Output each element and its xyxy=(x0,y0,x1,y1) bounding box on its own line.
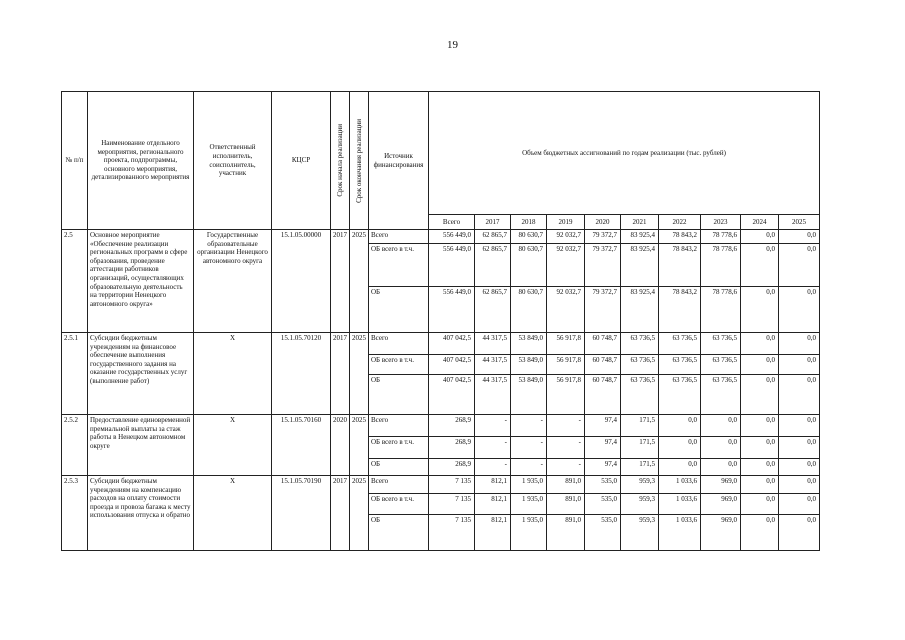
amount-cell: 63 736,5 xyxy=(659,355,701,375)
amount-cell: 0,0 xyxy=(741,494,779,515)
amount-cell: 80 630,7 xyxy=(511,287,547,333)
amount-cell: 53 849,0 xyxy=(511,375,547,415)
amount-cell: 63 736,5 xyxy=(701,355,741,375)
amount-cell: 63 736,5 xyxy=(659,375,701,415)
amount-cell: 0,0 xyxy=(741,287,779,333)
item-name: Субсидии бюджетным учреждениям на финансовое обеспечение выполнения государственного задания на оказание государственных услуг (выполнение работ) xyxy=(88,333,194,415)
amount-cell: - xyxy=(511,437,547,459)
page-number: 19 xyxy=(447,39,458,51)
amount-cell: 535,0 xyxy=(585,476,621,494)
amount-cell: 535,0 xyxy=(585,494,621,515)
budget-table xyxy=(61,91,820,551)
item-number: 2.5.2 xyxy=(62,415,88,476)
amount-cell: 1 935,0 xyxy=(511,494,547,515)
item-start-year: 2017 xyxy=(331,333,350,415)
amount-cell: 53 849,0 xyxy=(511,355,547,375)
item-end-year: 2025 xyxy=(350,333,369,415)
item-number: 2.5.1 xyxy=(62,333,88,415)
year-header: 2025 xyxy=(779,215,820,230)
item-name: Основное мероприятие «Обеспечение реализации региональных программ в сфере образования, проведение аттестации работников организаций, осуществляющих образовательную деятельность на территории Ненецкого автономного округа» xyxy=(88,230,194,333)
amount-cell: - xyxy=(511,415,547,437)
amount-cell: 1 935,0 xyxy=(511,476,547,494)
item-responsible: Х xyxy=(194,476,272,551)
amount-cell: 891,0 xyxy=(547,476,585,494)
amount-cell: 44 317,5 xyxy=(475,333,511,355)
col-responsible-header: Ответственный исполнитель, соисполнитель, участник xyxy=(194,92,272,230)
item-number: 2.5.3 xyxy=(62,476,88,551)
amount-cell: 1 033,6 xyxy=(659,476,701,494)
table-row xyxy=(62,333,820,355)
item-name: Предоставление единовременной премиальной выплаты за стаж работы в Ненецком автономном округе xyxy=(88,415,194,476)
item-end-year: 2025 xyxy=(350,476,369,551)
amount-cell: 959,3 xyxy=(621,476,659,494)
amount-cell: 268,9 xyxy=(429,459,475,476)
amount-cell: 80 630,7 xyxy=(511,244,547,287)
amount-cell: 171,5 xyxy=(621,415,659,437)
amount-cell: 78 778,6 xyxy=(701,230,741,244)
item-kcsr: 15.1.05.70120 xyxy=(272,333,331,415)
item-kcsr: 15.1.05.70190 xyxy=(272,476,331,551)
col-num-header: № п/п xyxy=(62,92,88,230)
year-header: 2018 xyxy=(511,215,547,230)
amount-cell: 0,0 xyxy=(741,459,779,476)
item-name: Субсидии бюджетным учреждениям на компенсацию расходов на оплату стоимости проезда и провоза багажа к месту использования отпуска и обратно xyxy=(88,476,194,551)
item-end-year: 2025 xyxy=(350,230,369,333)
amount-cell: 0,0 xyxy=(741,230,779,244)
item-responsible: Х xyxy=(194,333,272,415)
funding-source: ОБ xyxy=(369,375,429,415)
amount-cell: 78 778,6 xyxy=(701,287,741,333)
amount-cell: 0,0 xyxy=(779,287,820,333)
item-kcsr: 15.1.05.70160 xyxy=(272,415,331,476)
amount-cell: - xyxy=(475,415,511,437)
amount-cell: 0,0 xyxy=(779,375,820,415)
amount-cell: 969,0 xyxy=(701,515,741,551)
item-start-year: 2017 xyxy=(331,476,350,551)
amount-cell: - xyxy=(547,437,585,459)
amount-cell: 60 748,7 xyxy=(585,333,621,355)
year-header: 2021 xyxy=(621,215,659,230)
amount-cell: 0,0 xyxy=(659,459,701,476)
amount-cell: 0,0 xyxy=(779,437,820,459)
amount-cell: 83 925,4 xyxy=(621,230,659,244)
col-start-label: Срок начала реализации xyxy=(335,124,344,197)
amount-cell: 60 748,7 xyxy=(585,375,621,415)
amount-cell: 891,0 xyxy=(547,494,585,515)
amount-cell: 97,4 xyxy=(585,459,621,476)
amount-cell: 0,0 xyxy=(779,476,820,494)
amount-cell: 44 317,5 xyxy=(475,375,511,415)
funding-source: ОБ всего в т.ч. xyxy=(369,494,429,515)
col-start-header xyxy=(331,92,350,230)
amount-cell: 92 032,7 xyxy=(547,287,585,333)
item-responsible: Государственные образовательные организации Ненецкого автономного округа xyxy=(194,230,272,333)
amount-cell: 0,0 xyxy=(741,355,779,375)
amount-cell: 63 736,5 xyxy=(701,375,741,415)
col-source-header: Источник финансирования xyxy=(369,92,429,230)
funding-source: Всего xyxy=(369,333,429,355)
amount-cell: 83 925,4 xyxy=(621,244,659,287)
amount-cell: 0,0 xyxy=(779,230,820,244)
amount-cell: 62 865,7 xyxy=(475,230,511,244)
year-header: 2019 xyxy=(547,215,585,230)
funding-source: ОБ всего в т.ч. xyxy=(369,355,429,375)
amount-cell: - xyxy=(475,459,511,476)
amount-cell: 83 925,4 xyxy=(621,287,659,333)
amount-cell: 0,0 xyxy=(779,355,820,375)
amount-cell: 171,5 xyxy=(621,459,659,476)
col-end-header xyxy=(350,92,369,230)
amount-cell: 0,0 xyxy=(741,476,779,494)
year-header: 2020 xyxy=(585,215,621,230)
amount-cell: 407 042,5 xyxy=(429,355,475,375)
amount-cell: 63 736,5 xyxy=(659,333,701,355)
amount-cell: 556 449,0 xyxy=(429,287,475,333)
item-end-year: 2025 xyxy=(350,415,369,476)
amount-cell: 969,0 xyxy=(701,476,741,494)
amount-cell: - xyxy=(547,459,585,476)
amount-cell: 79 372,7 xyxy=(585,287,621,333)
amount-cell: 0,0 xyxy=(701,437,741,459)
year-header: 2017 xyxy=(475,215,511,230)
col-kcsr-header: КЦСР xyxy=(272,92,331,230)
amount-cell: 812,1 xyxy=(475,515,511,551)
amount-cell: 1 935,0 xyxy=(511,515,547,551)
amount-cell: 969,0 xyxy=(701,494,741,515)
amount-cell: 0,0 xyxy=(741,515,779,551)
amount-cell: 92 032,7 xyxy=(547,230,585,244)
year-header: Всего xyxy=(429,215,475,230)
amount-cell: 78 843,2 xyxy=(659,244,701,287)
amount-cell: 62 865,7 xyxy=(475,287,511,333)
amount-cell: 63 736,5 xyxy=(621,375,659,415)
amount-cell: 407 042,5 xyxy=(429,333,475,355)
item-responsible: Х xyxy=(194,415,272,476)
funding-source: ОБ всего в т.ч. xyxy=(369,244,429,287)
amount-cell: 0,0 xyxy=(779,244,820,287)
year-header: 2024 xyxy=(741,215,779,230)
amount-cell: 78 843,2 xyxy=(659,287,701,333)
amount-cell: 56 917,8 xyxy=(547,355,585,375)
amount-cell: 92 032,7 xyxy=(547,244,585,287)
amount-cell: 0,0 xyxy=(741,415,779,437)
amount-cell: 812,1 xyxy=(475,494,511,515)
funding-source: ОБ xyxy=(369,459,429,476)
col-name-header: Наименование отдельного мероприятия, регионального проекта, подпрограммы, основного мероприятия, детализированного мероприятия xyxy=(88,92,194,230)
amount-cell: 0,0 xyxy=(659,437,701,459)
amount-cell: 56 917,8 xyxy=(547,333,585,355)
amount-cell: 407 042,5 xyxy=(429,375,475,415)
amount-cell: 891,0 xyxy=(547,515,585,551)
amount-cell: 0,0 xyxy=(741,333,779,355)
amount-cell: 80 630,7 xyxy=(511,230,547,244)
table-row xyxy=(62,230,820,244)
amount-cell: 959,3 xyxy=(621,494,659,515)
amount-cell: 0,0 xyxy=(779,494,820,515)
amount-cell: 268,9 xyxy=(429,437,475,459)
funding-source: ОБ всего в т.ч. xyxy=(369,437,429,459)
amount-cell: 556 449,0 xyxy=(429,230,475,244)
amount-cell: 7 135 xyxy=(429,515,475,551)
amount-cell: 63 736,5 xyxy=(701,333,741,355)
amount-cell: 56 917,8 xyxy=(547,375,585,415)
amount-cell: 1 033,6 xyxy=(659,494,701,515)
amount-cell: 0,0 xyxy=(741,244,779,287)
amount-cell: 0,0 xyxy=(741,437,779,459)
amount-cell: 97,4 xyxy=(585,437,621,459)
amount-cell: 79 372,7 xyxy=(585,244,621,287)
amount-cell: 78 778,6 xyxy=(701,244,741,287)
table-row xyxy=(62,476,820,494)
amount-cell: 0,0 xyxy=(779,459,820,476)
amount-cell: 535,0 xyxy=(585,515,621,551)
amount-cell: 7 135 xyxy=(429,476,475,494)
table-row xyxy=(62,415,820,437)
item-start-year: 2017 xyxy=(331,230,350,333)
header-row xyxy=(62,92,820,215)
amount-cell: 0,0 xyxy=(701,459,741,476)
amount-cell: 0,0 xyxy=(779,415,820,437)
amount-cell: 268,9 xyxy=(429,415,475,437)
amount-cell: 79 372,7 xyxy=(585,230,621,244)
amount-cell: 0,0 xyxy=(779,515,820,551)
amount-cell: 0,0 xyxy=(659,415,701,437)
funding-source: ОБ xyxy=(369,287,429,333)
year-header: 2023 xyxy=(701,215,741,230)
amount-cell: 0,0 xyxy=(779,333,820,355)
amount-cell: - xyxy=(475,437,511,459)
amount-cell: 812,1 xyxy=(475,476,511,494)
amount-cell: 171,5 xyxy=(621,437,659,459)
amount-cell: 0,0 xyxy=(701,415,741,437)
funding-source: Всего xyxy=(369,415,429,437)
funding-source: Всего xyxy=(369,230,429,244)
amount-cell: 959,3 xyxy=(621,515,659,551)
item-start-year: 2020 xyxy=(331,415,350,476)
amount-cell: 97,4 xyxy=(585,415,621,437)
year-header: 2022 xyxy=(659,215,701,230)
amount-cell: 53 849,0 xyxy=(511,333,547,355)
amount-cell: 78 843,2 xyxy=(659,230,701,244)
amount-cell: 7 135 xyxy=(429,494,475,515)
amount-cell: 556 449,0 xyxy=(429,244,475,287)
amount-cell: 44 317,5 xyxy=(475,355,511,375)
amount-cell: 1 033,6 xyxy=(659,515,701,551)
funding-source: ОБ xyxy=(369,515,429,551)
amount-cell: - xyxy=(547,415,585,437)
amount-cell: 0,0 xyxy=(741,375,779,415)
volume-header: Объем бюджетных ассигнований по годам реализации (тыс. рублей) xyxy=(429,92,820,215)
amount-cell: 63 736,5 xyxy=(621,355,659,375)
amount-cell: 62 865,7 xyxy=(475,244,511,287)
amount-cell: 60 748,7 xyxy=(585,355,621,375)
amount-cell: 63 736,5 xyxy=(621,333,659,355)
item-number: 2.5 xyxy=(62,230,88,333)
col-end-label: Срок окончания реализации xyxy=(354,118,363,203)
amount-cell: - xyxy=(511,459,547,476)
item-kcsr: 15.1.05.00000 xyxy=(272,230,331,333)
funding-source: Всего xyxy=(369,476,429,494)
